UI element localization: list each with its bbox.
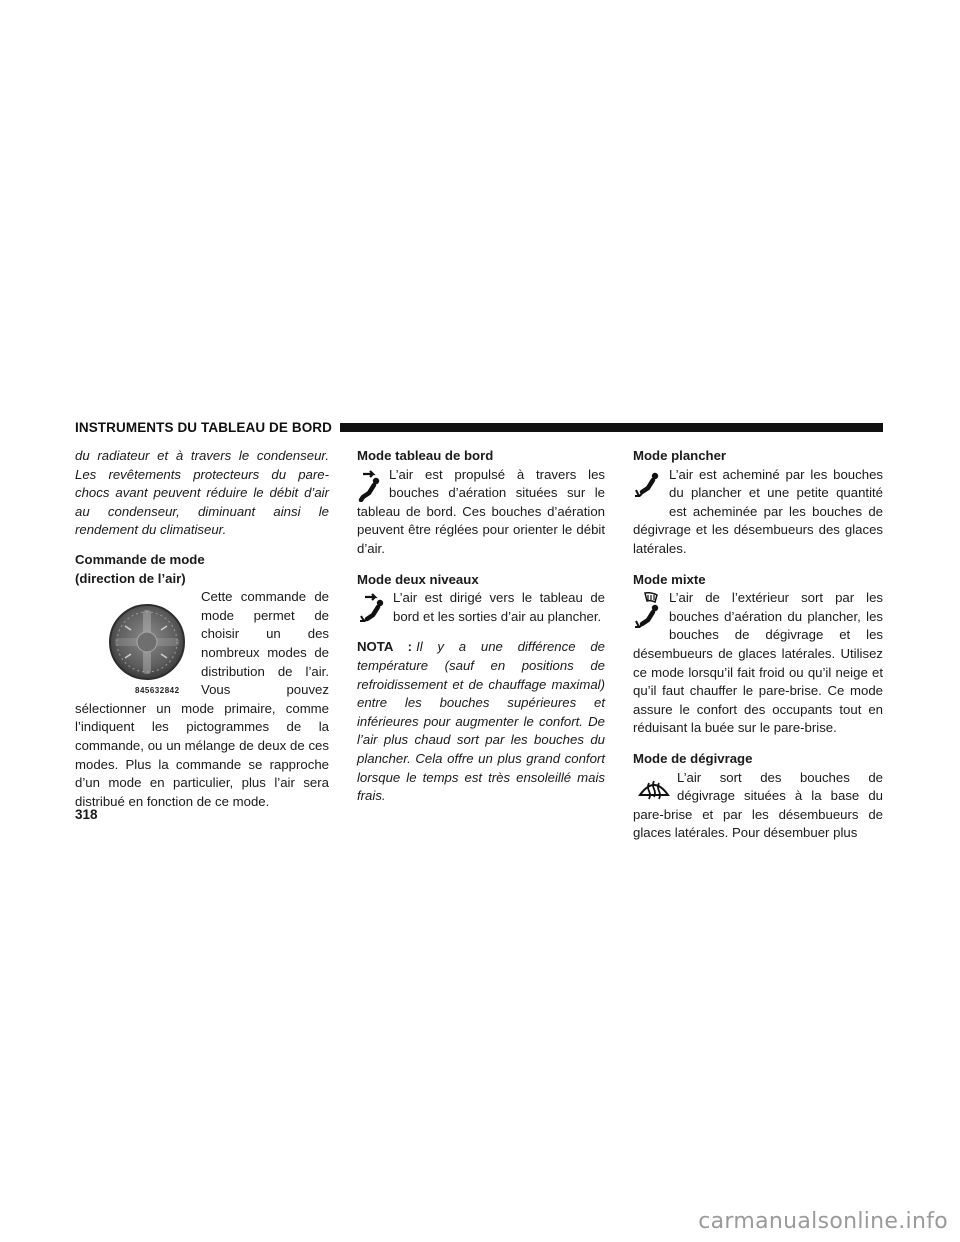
floor-mode-icon (633, 468, 663, 504)
mix-mode-icon (633, 591, 663, 631)
note-body: Il y a une différence de température (sauf en positions de refroidissement et de chauffage maximal) entre les bouches supérieures et inférieures pour augmenter le confort. De l’air plus chaud sort par les bouches du plancher. Cela offre un plus grand confort lorsque le temps est très ensoleillé mais frais. (357, 639, 605, 804)
section-heading-mix-mode: Mode mixte (633, 571, 706, 587)
bilevel-mode-body: L’air est dirigé vers le tableau de bord et les sorties d’air au plancher. (393, 590, 605, 624)
defrost-mode-body: L’air sort des bouches de dégivrage situées à la base du pare-brise et par les désembueurs de glaces latérales. Pour désembuer plus (633, 769, 883, 841)
panel-mode-body: L’air est propulsé à travers les bouches d’aération situées sur le tableau de bord. Ces bouches d’aération peuvent être réglées pour orienter le débit d’air. (357, 466, 605, 556)
note-label: NOTA : (357, 639, 413, 655)
section-heading-defrost-mode: Mode de dégivrage (633, 750, 753, 766)
defrost-icon (637, 775, 671, 805)
section-heading-bilevel-mode: Mode deux niveaux (357, 571, 479, 587)
column-3 (633, 447, 883, 855)
section-heading-panel-mode: Mode tableau de bord (357, 448, 494, 463)
bilevel-mode-icon (357, 591, 387, 625)
section-heading-mode-control: Commande de mode (75, 551, 205, 567)
mode-knob-icon (95, 596, 195, 688)
section-subheading-air-direction: (direction de l’air) (75, 570, 186, 586)
watermark: carmanualsonline.info (698, 1209, 948, 1234)
column-2 (357, 447, 605, 817)
figure-code: 8456328​42 (135, 686, 180, 696)
floor-mode-body: L’air est acheminé par les bouches du plancher et une petite quantité est acheminée par les bouches de dégivrage et les désembueurs des glaces latérales. (633, 466, 883, 556)
mode-knob-figure (75, 590, 193, 696)
continued-paragraph: du radiateur et à travers le condenseur. Les revêtements protecteurs du pare-chocs avant peuvent réduire le débit d’air au condenseur, diminuant ainsi le rendement du climatiseur. (75, 448, 329, 538)
running-header (75, 418, 883, 436)
header-rule (340, 423, 883, 432)
section-heading-floor-mode: Mode plancher (633, 448, 727, 463)
mix-mode-body: L’air de l’extérieur sort par les bouches d’aération du plancher, les bouches de dégivrage et les désembueurs de glaces latérales. Utilisez ce mode lorsqu’il fait froid ou qu’il neige et qu’il faut chauffer le pare-brise. Ce mode assure le confort des occupants tout en réduisant la buée sur le pare-brise. (633, 590, 883, 736)
mode-control-body: Cette commande de mode permet de choisir un des nombreux modes de distribution de l’air. Vous pouvez sélectionner un mode primaire, comme l’indiquent les pictogrammes de la commande, ou un mélange de deux de ces modes. Plus la commande se rapproche d’un mode en particulier, plus l’air sera distribué en fonction de ce mode. (75, 589, 329, 809)
column-1 (75, 447, 329, 822)
page-number: 318 (75, 807, 98, 822)
panel-mode-icon (357, 468, 383, 502)
note-paragraph (357, 638, 605, 805)
header-title: INSTRUMENTS DU TABLEAU DE BORD (75, 419, 332, 435)
